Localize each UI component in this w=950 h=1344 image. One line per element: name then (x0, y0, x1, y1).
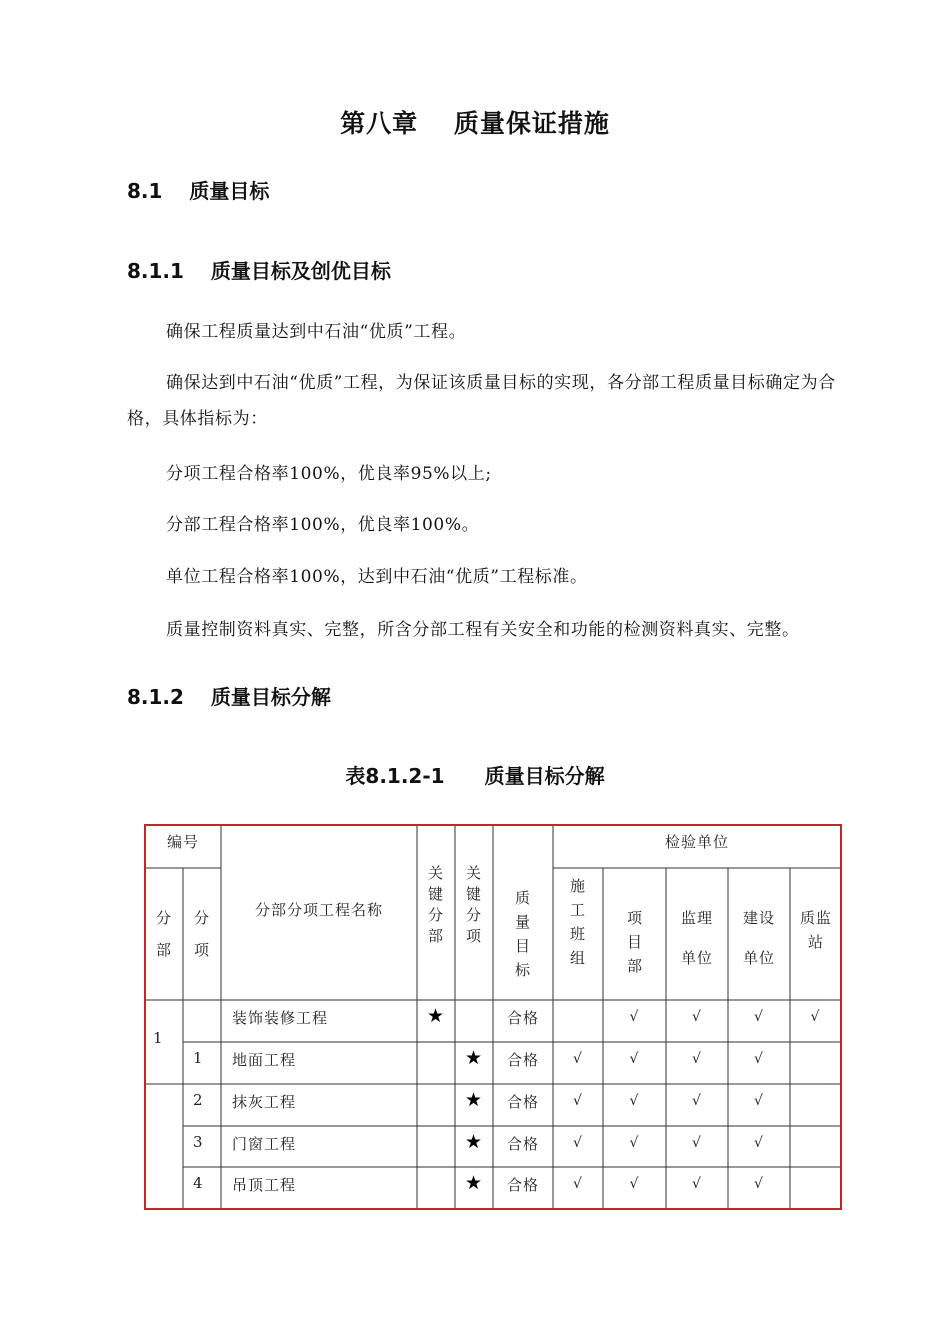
check-icon: √ (573, 1176, 583, 1192)
check-icon: √ (629, 1176, 640, 1192)
table-cell-name: 门窗工程 (232, 1135, 297, 1153)
key-star-icon: ★ (464, 1131, 484, 1153)
check-icon: √ (629, 1093, 640, 1109)
check-icon: √ (754, 1093, 764, 1109)
table-cell-target: 合格 (506, 1176, 539, 1194)
header-division: 分部 (155, 909, 172, 959)
check-icon: √ (692, 1051, 702, 1067)
paragraph-item-rate: 分项工程合格率100%，优良率95%以上; (166, 464, 492, 484)
header-project-dept: 项目部 (626, 909, 643, 975)
check-icon: √ (629, 1009, 640, 1025)
paragraph-quality-goal: 确保工程质量达到中石油“优质”工程。 (166, 322, 467, 342)
check-icon: √ (754, 1176, 764, 1192)
header-key-division: 关键分部 (427, 864, 444, 945)
check-icon: √ (573, 1051, 583, 1067)
table-cell-item: 2 (193, 1091, 204, 1109)
header-key-item: 关键分项 (465, 864, 482, 945)
header-item: 分项 (193, 909, 210, 959)
table-cell-target: 合格 (506, 1135, 539, 1153)
table-cell-target: 合格 (506, 1009, 539, 1027)
header-supervision-unit: 监理单位 (681, 909, 714, 967)
header-quality-station: 质监站 (800, 909, 833, 951)
paragraph-division-rate: 分部工程合格率100%，优良率100%。 (166, 515, 480, 535)
paragraph-quality-targets: 确保达到中石油“优质”工程，为保证该质量目标的实现，各分部工程质量目标确定为合格，具体指标为： (127, 373, 836, 429)
check-icon: √ (573, 1093, 583, 1109)
table-cell-name: 装饰装修工程 (232, 1009, 329, 1027)
header-project-name: 分部分项工程名称 (254, 901, 383, 919)
header-number: 编号 (166, 833, 199, 851)
check-icon: √ (754, 1135, 764, 1151)
header-construction-team: 施工班组 (569, 877, 586, 967)
check-icon: √ (692, 1135, 702, 1151)
key-star-icon: ★ (464, 1172, 484, 1194)
check-icon: √ (629, 1051, 640, 1067)
paragraph-unit-rate: 单位工程合格率100%，达到中石油“优质”工程标准。 (166, 567, 588, 587)
section-heading-8-1-1: 8.1.1 质量目标及创优目标 (127, 259, 391, 283)
key-star-icon: ★ (464, 1089, 484, 1111)
key-star-icon: ★ (464, 1047, 484, 1069)
table-caption: 表8.1.2-1 质量目标分解 (345, 764, 605, 788)
table-cell-name: 吊顶工程 (232, 1176, 297, 1194)
chapter-title: 第八章 质量保证措施 (340, 109, 610, 138)
table-cell-name: 抹灰工程 (232, 1093, 297, 1111)
check-icon: √ (629, 1135, 640, 1151)
table-cell-item: 1 (193, 1049, 204, 1067)
table-cell-item: 3 (193, 1133, 204, 1151)
header-quality-target: 质量目标 (514, 889, 531, 979)
table-cell-target: 合格 (506, 1093, 539, 1111)
check-icon: √ (692, 1176, 702, 1192)
check-icon: √ (692, 1009, 702, 1025)
check-icon: √ (692, 1093, 702, 1109)
table-cell-division: 1 (153, 1029, 164, 1047)
check-icon: √ (573, 1135, 583, 1151)
table-cell-name: 地面工程 (232, 1051, 297, 1069)
key-star-icon: ★ (426, 1005, 446, 1027)
table-cell-item: 4 (193, 1174, 204, 1192)
header-owner-unit: 建设单位 (743, 909, 776, 967)
header-inspection-unit: 检验单位 (664, 833, 729, 851)
section-heading-8-1-2: 8.1.2 质量目标分解 (127, 685, 331, 709)
section-heading-8-1: 8.1 质量目标 (127, 179, 270, 203)
check-icon: √ (810, 1009, 821, 1025)
paragraph-quality-records: 质量控制资料真实、完整，所含分部工程有关安全和功能的检测资料真实、完整。 (166, 620, 800, 640)
table-cell-target: 合格 (506, 1051, 539, 1069)
check-icon: √ (754, 1051, 764, 1067)
check-icon: √ (754, 1009, 764, 1025)
